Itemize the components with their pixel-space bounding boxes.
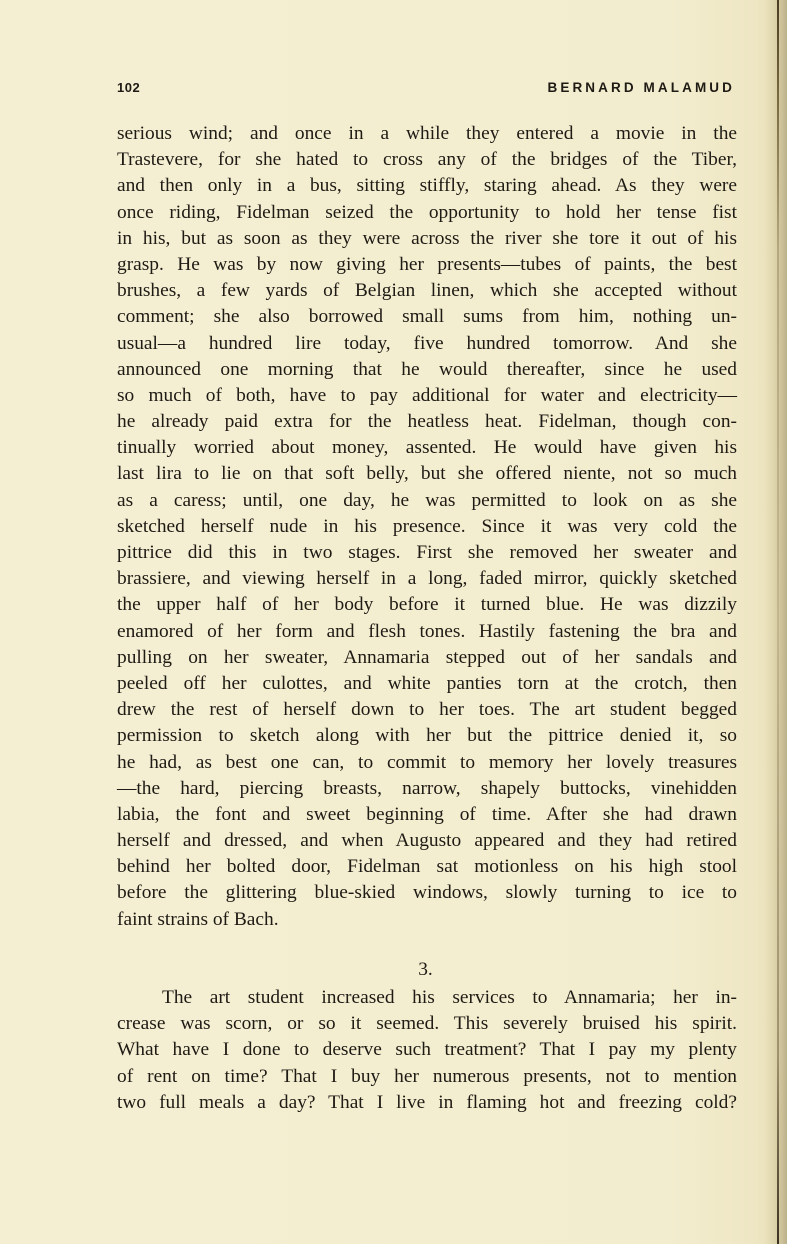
text-line: last lira to lie on that soft belly, but she offered niente, not so much <box>117 463 737 485</box>
text-line: drew the rest of herself down to her toes. The art student begged <box>117 699 737 721</box>
text-line: grasp. He was by now giving her presents—tubes of paints, the best <box>117 253 737 275</box>
text-line: usual—a hundred lire today, five hundred tomorrow. And she <box>117 332 737 354</box>
text-line: permission to sketch along with her but the pittrice denied it, so <box>117 725 737 747</box>
text-line: comment; she also borrowed small sums from him, nothing un- <box>117 306 737 328</box>
text-line: faint strains of Bach. <box>117 908 279 930</box>
text-line: as a caress; until, one day, he was permitted to look on as she <box>117 489 737 511</box>
text-line: in his, but as soon as they were across the river she tore it out of his <box>117 227 737 249</box>
text-line: pittrice did this in two stages. First she removed her sweater and <box>117 542 737 563</box>
page-header <box>117 80 737 100</box>
paragraph-1 <box>117 121 737 933</box>
page-gutter-shadow <box>765 0 787 1244</box>
section-number: 3. <box>418 959 433 980</box>
text-line: enamored of her form and flesh tones. Hastily fastening the bra and <box>117 620 737 642</box>
text-line: he already paid extra for the heatless heat. Fidelman, though con- <box>117 411 737 433</box>
page-edge <box>777 0 779 1244</box>
text-line: What have I done to deserve such treatment? That I pay my plenty <box>117 1039 737 1061</box>
text-line: crease was scorn, or so it seemed. This severely bruised his spirit. <box>117 1013 737 1035</box>
text-line: the upper half of her body before it turned blue. He was dizzily <box>117 594 737 616</box>
text-line: behind her bolted door, Fidelman sat motionless on his high stool <box>117 856 737 878</box>
page-number: 102 <box>117 80 141 95</box>
text-line: brassiere, and viewing herself in a long, faded mirror, quickly sketched <box>117 568 737 590</box>
running-head: BERNARD MALAMUD <box>547 80 735 95</box>
text-line: pulling on her sweater, Annamaria stepped out of her sandals and <box>117 646 737 668</box>
paragraph-2 <box>117 985 737 1116</box>
text-line: tinually worried about money, assented. He would have given his <box>117 437 737 459</box>
text-line: he had, as best one can, to commit to memory her lovely treasures <box>117 751 737 773</box>
text-line: Trastevere, for she hated to cross any of the bridges of the Tiber, <box>117 149 737 171</box>
text-line: labia, the font and sweet beginning of time. After she had drawn <box>117 803 737 825</box>
text-line: two full meals a day? That I live in flaming hot and freezing cold? <box>117 1091 737 1113</box>
text-line: and then only in a bus, sitting stiffly, staring ahead. As they were <box>117 175 737 197</box>
text-line: brushes, a few yards of Belgian linen, which she accepted without <box>117 280 737 302</box>
text-line: The art student increased his services to Annamaria; her in- <box>162 987 737 1008</box>
text-line: sketched herself nude in his presence. Since it was very cold the <box>117 515 737 537</box>
text-line: herself and dressed, and when Augusto appeared and they had retired <box>117 830 737 852</box>
text-line: before the glittering blue-skied windows, slowly turning to ice to <box>117 882 737 904</box>
text-line: serious wind; and once in a while they entered a movie in the <box>117 123 737 144</box>
text-line: once riding, Fidelman seized the opportunity to hold her tense fist <box>117 201 737 223</box>
text-line: of rent on time? That I buy her numerous presents, not to mention <box>117 1065 737 1087</box>
text-line: announced one morning that he would thereafter, since he used <box>117 358 737 380</box>
text-line: so much of both, have to pay additional for water and electricity— <box>117 384 737 406</box>
text-line: peeled off her culottes, and white panties torn at the crotch, then <box>117 672 737 694</box>
text-line: —the hard, piercing breasts, narrow, shapely buttocks, vinehidden <box>117 777 737 799</box>
